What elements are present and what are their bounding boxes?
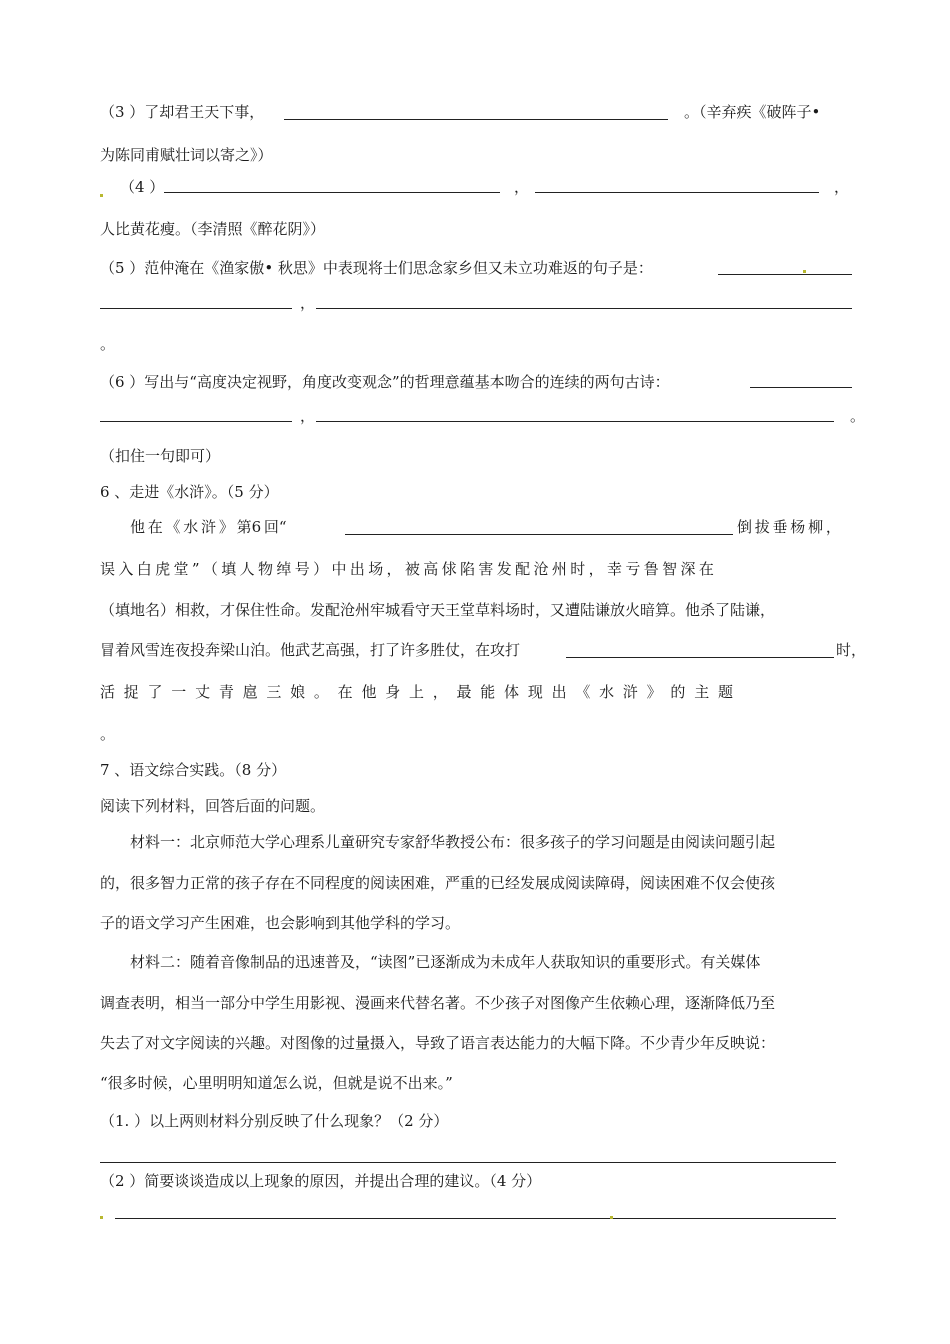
item6-prompt: （6 ）写出与“高度决定视野，角度改变观念”的哲理意蕴基本吻合的连续的两句古诗： — [100, 373, 670, 391]
material-1-line: 材料一：北京师范大学心理系儿童研究专家舒华教授公布：很多孩子的学习问题是由阅读问题引起 — [130, 833, 776, 851]
q6-line-6: 。 — [100, 725, 116, 743]
item3-continuation: 为陈同甫赋壮词以寄之》） — [100, 146, 273, 164]
item3-prefix: （3 ）了却君王天下事， — [100, 103, 265, 121]
material-1-line: 子的语文学习产生困难，也会影响到其他学科的学习。 — [100, 914, 461, 932]
q7-sub-2: （2 ）简要谈谈造成以上现象的原因，并提出合理的建议。（4 分） — [100, 1172, 542, 1190]
item4-comma-1: ， — [514, 178, 530, 196]
q6-line-4a: 冒着风雪连夜投奔梁山泊。他武艺高强，打了许多胜仗，在攻打 — [100, 641, 521, 659]
item6-note: （扣住一句即可） — [100, 447, 221, 465]
item5-comma: ， — [300, 294, 316, 312]
item4-blank-2[interactable] — [535, 192, 819, 193]
item6-end: 。 — [850, 407, 866, 425]
q6-line-1a: 他 在 《 水 浒 》 第6 回“ — [130, 518, 287, 536]
item4-comma-2: ， — [834, 178, 850, 196]
marker-dot — [803, 270, 806, 273]
item6-comma: ， — [300, 407, 316, 425]
item3-blank[interactable] — [284, 119, 668, 120]
item5-blank-3[interactable] — [316, 308, 852, 309]
material-2-line: 材料二：随着音像制品的迅速普及，“读图”已逐渐成为未成年人获取知识的重要形式。有关媒体 — [130, 953, 761, 971]
marker-dot — [100, 194, 103, 197]
material-1-line: 的，很多智力正常的孩子存在不同程度的阅读困难，严重的已经发展成阅读障碍，阅读困难不仅会使孩 — [100, 874, 776, 892]
q7-sub-1: （1. ）以上两则材料分别反映了什么现象？（2 分） — [100, 1112, 449, 1130]
item6-blank-2[interactable] — [100, 421, 292, 422]
q7-title: 7 、语文综合实践。（8 分） — [100, 761, 287, 779]
marker-dot — [610, 1216, 613, 1219]
item4-blank-1[interactable] — [164, 192, 500, 193]
q6-line-1b: 倒 拔 垂 杨 柳 ， — [737, 518, 841, 536]
marker-dot — [100, 1216, 103, 1219]
q6-line-5: 活 捉 了 一 丈 青 扈 三 娘 。 在 他 身 上 ， 最 能 体 现 出 《 水 浒 》 的 主 题 — [100, 683, 733, 701]
q7-intro: 阅读下列材料，回答后面的问题。 — [100, 797, 326, 815]
q6-blank-place[interactable] — [566, 657, 834, 658]
q7-sub-1-answer-line[interactable] — [100, 1162, 836, 1163]
q6-line-3: （填地名）相救，才保住性命。发配沧州牢城看守天王堂草料场时，又遭陆谦放火暗算。他杀了陆谦， — [100, 601, 776, 619]
item4-continuation: 人比黄花瘦。（李清照《醉花阴》） — [100, 220, 326, 238]
q6-line-4b: 时， — [836, 641, 867, 659]
q6-line-2: 误 入 白 虎 堂 ” （ 填 人 物 绰 号 ） 中 出 场 ， 被 高 俅 陷 害 发 配 沧 州 时 ， 幸 亏 鲁 智 深 在 — [100, 560, 714, 578]
item6-blank-1[interactable] — [750, 387, 852, 388]
material-2-line: 失去了对文字阅读的兴趣。对图像的过量摄入，导致了语言表达能力的大幅下降。不少青少年反映说： — [100, 1034, 776, 1052]
item4-label: （4 ） — [120, 178, 165, 196]
material-2-line: 调查表明，相当一部分中学生用影视、漫画来代替名著。不少孩子对图像产生依赖心理，逐渐降低乃至 — [100, 994, 776, 1012]
material-2-line: “很多时候，心里明明知道怎么说，但就是说不出来。” — [100, 1074, 453, 1092]
item5-blank-1[interactable] — [718, 274, 852, 275]
item5-end: 。 — [100, 335, 116, 353]
q6-blank-nickname[interactable] — [345, 534, 733, 535]
item6-blank-3[interactable] — [316, 421, 834, 422]
item5-blank-2[interactable] — [100, 308, 292, 309]
q7-sub-2-answer-line[interactable] — [115, 1218, 836, 1219]
q6-title: 6 、走进《水浒》。（5 分） — [100, 483, 279, 501]
item3-suffix: 。（辛弃疾《破阵子• — [684, 103, 821, 121]
item5-prompt: （5 ）范仲淹在《渔家傲• 秋思》中表现将士们思念家乡但又未立功难返的句子是： — [100, 259, 653, 277]
